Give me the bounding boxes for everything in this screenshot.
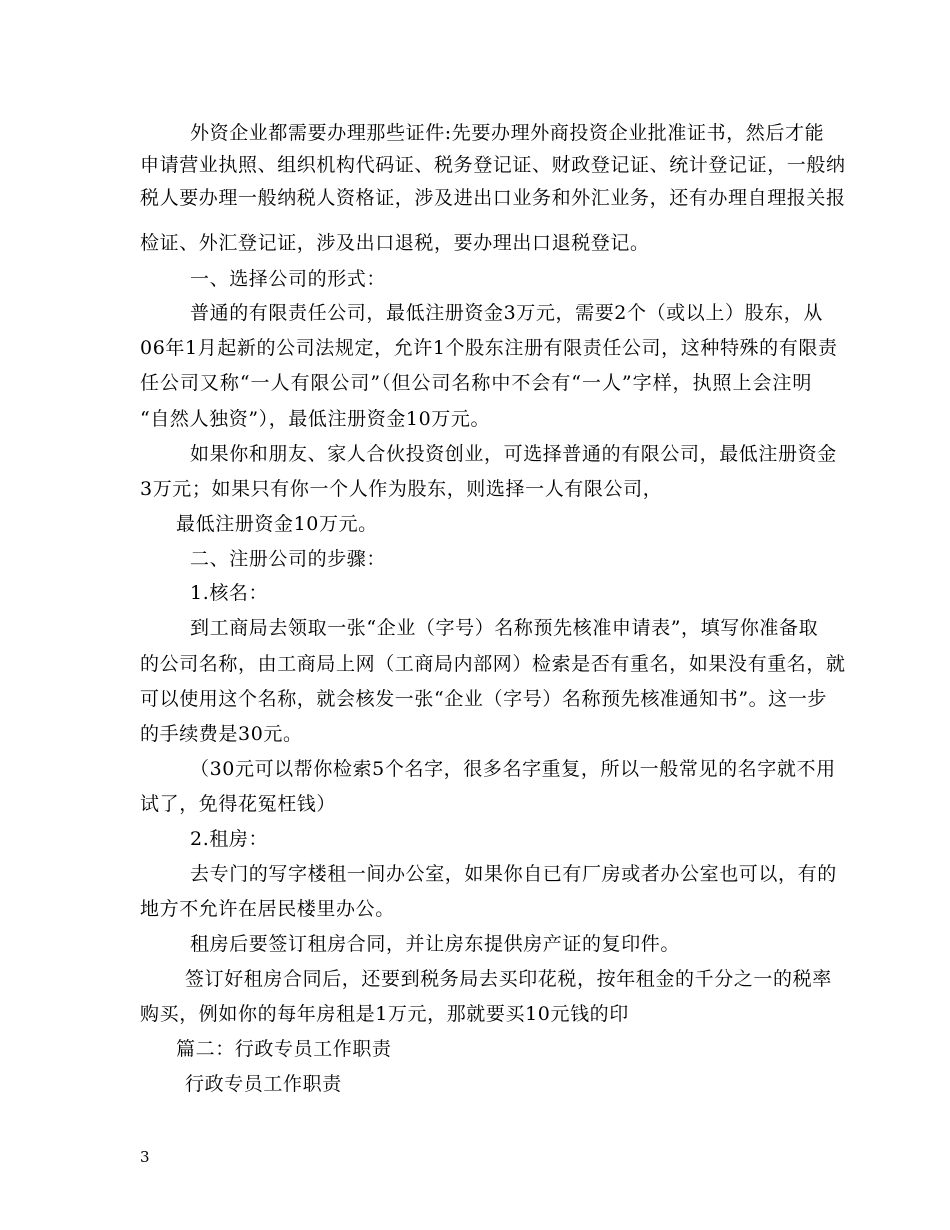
section-heading: 二、注册公司的步骤： bbox=[190, 548, 387, 570]
paragraph-line: 检证、外汇登记证，涉及出口退税，要办理出口退税登记。 bbox=[140, 232, 650, 254]
paragraph-line: 06年1月起新的公司法规定，允许1个股东注册有限责任公司，这种特殊的有限责 bbox=[140, 337, 838, 359]
paragraph-line: 到工商局去领取一张“企业（字号）名称预先核准申请表”，填写你准备取 bbox=[190, 617, 819, 639]
section-title: 行政专员工作职责 bbox=[185, 1073, 342, 1095]
paragraph-line: 税人要办理一般纳税人资格证，涉及进出口业务和外汇业务，还有办理自理报关报 bbox=[140, 187, 846, 209]
section-heading: 一、选择公司的形式： bbox=[190, 268, 387, 290]
paragraph-line: 的手续费是30元。 bbox=[140, 723, 303, 745]
step-heading: 1.核名： bbox=[190, 582, 269, 604]
paragraph-line: （30元可以帮你检索5个名字，很多名字重复，所以一般常见的名字就不用 bbox=[190, 758, 836, 780]
paragraph-line: 试了，免得花冤枉钱） bbox=[140, 793, 337, 815]
page-number: 3 bbox=[140, 1148, 150, 1166]
paragraph-line: 申请营业执照、组织机构代码证、税务登记证、财政登记证、统计登记证，一般纳 bbox=[140, 154, 846, 176]
paragraph-line: 租房后要签订租房合同，并让房东提供房产证的复印件。 bbox=[190, 933, 681, 955]
paragraph-line: 可以使用这个名称，就会核发一张“企业（字号）名称预先核准通知书”。这一步 bbox=[140, 688, 828, 710]
paragraph-line: 普通的有限责任公司，最低注册资金3万元，需要2个（或以上）股东，从 bbox=[190, 302, 823, 324]
paragraph-line: 最低注册资金10万元。 bbox=[176, 513, 378, 535]
paragraph-line: 外资企业都需要办理那些证件:先要办理外商投资企业批准证书，然后才能 bbox=[190, 122, 825, 144]
chapter-heading: 篇二：行政专员工作职责 bbox=[176, 1038, 392, 1060]
paragraph-line: 如果你和朋友、家人合伙投资创业，可选择普通的有限公司，最低注册资金 bbox=[190, 443, 837, 465]
paragraph-line: 地方不允许在居民楼里办公。 bbox=[140, 898, 395, 920]
paragraph-line: 任公司又称“一人有限公司”（但公司名称中不会有“一人”字样，执照上会注明 bbox=[140, 372, 812, 394]
paragraph-line: “自然人独资”），最低注册资金10万元。 bbox=[140, 408, 491, 430]
paragraph-line: 去专门的写字楼租一间办公室，如果你自已有厂房或者办公室也可以，有的 bbox=[190, 863, 837, 885]
paragraph-line: 的公司名称，由工商局上网（工商局内部网）检索是否有重名，如果没有重名，就 bbox=[140, 653, 846, 675]
paragraph-line: 签订好租房合同后，还要到税务局去买印花税，按年租金的千分之一的税率 bbox=[185, 968, 832, 990]
paragraph-line: 购买，例如你的每年房租是1万元，那就要买10元钱的印 bbox=[140, 1003, 629, 1025]
paragraph-line: 3万元；如果只有你一个人作为股东，则选择一人有限公司， bbox=[140, 478, 663, 500]
step-heading: 2.租房： bbox=[190, 828, 269, 850]
